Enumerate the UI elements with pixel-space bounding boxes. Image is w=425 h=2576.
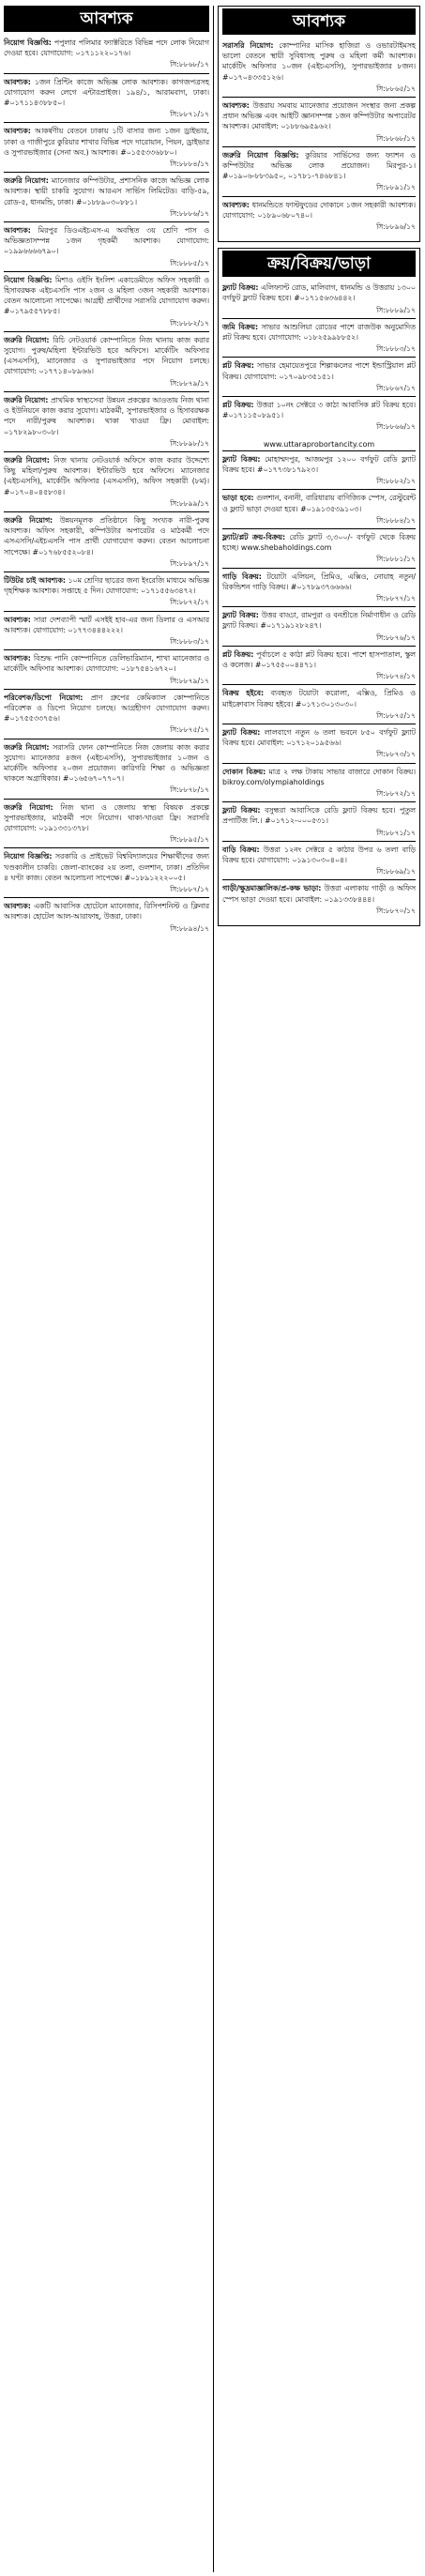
right-sale-box [218, 248, 420, 926]
ad-item [222, 610, 416, 647]
ad-item [4, 395, 209, 452]
ad-item [4, 575, 209, 612]
ad-code: সি:৮৮৬৭/১৭ [376, 383, 416, 392]
ad-item [222, 400, 416, 435]
ad-title: প্লট বিক্রয়: [222, 401, 254, 410]
ad-title: ভাড়া হবে: [222, 494, 254, 503]
ad-code: সি:৮৮৭২/১৭ [376, 788, 416, 798]
ad-title: ফ্ল্যাট বিক্রয়: [222, 611, 259, 620]
ad-code: সি:৮৮৭১/১৭ [376, 828, 416, 837]
ad-item [222, 200, 416, 236]
ad-item [4, 455, 209, 512]
left-section-header: আবশ্যক [4, 6, 209, 32]
ad-title: জরুরি নিয়োগ: [4, 176, 49, 186]
ad-code: সি:৮৮৭৭/১৭ [376, 593, 416, 602]
ad-title: গাড়ি বিক্রয়: [222, 572, 262, 581]
ad-body: আকর্ষণীয় বেতনে ঢাকায় ১টি বাসার জন্য ১জন ড্রাইভার, ঢাকা ও গাজীপুরে কুরিয়ার শাখার বিভিন্ন পদে দারোয়ান, পিয়ন, ড্রাইভার ও সুপারভাইজার (সেনা অব.) আবশ্যক। #০১৫৫৩৩৬৮৮০। [4, 127, 209, 157]
ad-item [4, 515, 209, 572]
ad-title: বাড়ি বিক্রয়: [222, 845, 260, 854]
ad-item [4, 175, 209, 222]
ad-title: গাড়ী/ক্ষুদ্রমাজ্ঞালিক/প্ৰ-কক্ষ ভাড়া: [222, 884, 322, 893]
ad-code: সি:৮৮৮৪/১৭ [376, 515, 416, 525]
ad-item [222, 572, 416, 608]
ad-body: পপুলার পলিমার ফ্যাক্টরিতে বিভিন্ন পদে লোক নিয়োগ দেওয়া হবে। যোগাযোগ: ০১৭১১২২০১৭৬। [4, 38, 209, 58]
ad-body: উত্তরা ১২নং সেক্টরে ৫ কাঠার উপর ৬ তলা বাড়ি বিক্রয় হবে। যোগাযোগ: ০১৯১৩০৩০৪০৪। [222, 845, 416, 864]
ad-body: ধানমন্ডিতে ফাস্টফুডের দোকানে ১জন সহকারী আবশ্যক। যোগাযোগ: ০১৮৯০৬৮০৭৪০। [222, 200, 416, 220]
ad-code: সি:৮৮৯৬/১৭ [376, 222, 416, 232]
ad-title: আবশ্যক: [222, 200, 250, 209]
ad-title: ফ্ল্যাট বিক্রয়: [222, 283, 259, 293]
ad-body: উন্নয়নমূলক প্রতিষ্ঠানে কিছু সংখ্যক নারী-পুরুষ আবশ্যক। অফিস সহকারী, কম্পিউটার অপারেটর ও মাঠকর্মী পদে এসএসসি/এইচএসসি পাস প্রার্থী যোগাযোগ করুন। বেতন আলোচনা সাপেক্ষে। #০১৭৬৮৫৫২০৮৪। [4, 515, 209, 556]
ad-title: আবশ্যক: [4, 615, 31, 624]
ad-code: সি:৮৮৭০/১৭ [376, 906, 416, 915]
ad-item [222, 282, 416, 319]
ad-item [4, 802, 209, 849]
ad-body: একটি আবাসিক হোটেলে ম্যানেজার, রিসিপশনিস্ট ও ক্লিনার আবশ্যক। হোটেল আল-আরাফাহ, উত্তরা, ঢাকা। [4, 902, 209, 922]
ad-title: আবশ্যক: [4, 654, 31, 663]
ad-code: সি:৮৮৮৩/১৭ [376, 344, 416, 354]
ad-item [4, 615, 209, 651]
right-sale-ads-list-2 [222, 454, 416, 919]
ad-code: সি:৮৮৬৯/১৭ [376, 867, 416, 876]
ad-item [222, 532, 416, 569]
ad-code: সি:৮৮৬৮/১৭ [376, 133, 416, 143]
ad-item [4, 77, 209, 124]
ad-item [4, 742, 209, 800]
ad-code: সি:৮৮৭৩/১৭ [376, 750, 416, 759]
ad-code: সি:৮৮৭৯/১৭ [170, 378, 209, 388]
ad-item [222, 767, 416, 803]
ad-title: টিউটর চাই আবশ্যক: [4, 575, 66, 585]
ad-code: সি:৮৮৮২/১৭ [170, 318, 209, 328]
ad-code: সি:৮৮৯১/১৭ [376, 183, 416, 192]
ad-code: সি:৮৮৭৯/১৭ [170, 676, 209, 685]
ad-code: সি:৮৮৮৩/১৭ [170, 636, 209, 646]
ad-body: সাভার আশুলিয়া রোডের পাশে রাজউক অনুমোদিত প্লট বিক্রয় হবে। যোগাযোগ: ০১৮২৫৯৯৮৮৫২। [222, 322, 416, 343]
ad-body: নিজ থানায় নেটওয়ার্ক অফিসে কাজ করার উদ্দেশ্যে কিছু মহিলা/পুরুষ আবশ্যক। ইন্টারভিউ হবে অফিসে। ম্যানেজার (এইচএসসি), মার্কেটিং অফিসার (এসএসসি), অফিস সহকারী (৮ম)। #০১৭০৪০৪৫৮৩৪। [4, 455, 209, 496]
ad-item [4, 126, 209, 173]
ad-code: সি:৮৮৮৬/১৭ [170, 208, 209, 218]
ad-code: সি:৮৮৭১/১৭ [170, 110, 209, 119]
ad-title: জরুরি নিয়োগ বিজ্ঞপ্তি: [222, 150, 299, 160]
ad-item [222, 40, 416, 98]
ad-title: জরুরি নিয়োগ: [4, 395, 49, 404]
ad-code: সি:৮৮৭৪/১৭ [376, 672, 416, 681]
ad-title: সরাসরি নিয়োগ: [222, 41, 274, 50]
ad-title: পরিবেশক/ডিপো নিয়োগ: [4, 693, 83, 702]
ad-body: লালবাগে নতুন ৬ তলা ভবনে ৮৫০ বর্গফুট ফ্ল্যাট বিক্রয় হবে। মোবাইল: ০১৭১২০১৯৫৬৬। [222, 727, 416, 748]
ad-code: সি:৮৮৭৮/১৭ [170, 785, 209, 795]
ad-code: সি:৮৮৭৫/১৭ [170, 725, 209, 735]
ad-item [4, 335, 209, 392]
ad-body: বসুন্ধরা আবাসিকে রেডি ফ্ল্যাট বিক্রয় হবে। পুতুল প্রপার্টিজ লি.। #০১৭১২-০০০৫৩১। [222, 806, 416, 826]
ad-title: জরুরি নিয়োগ: [4, 335, 50, 344]
ad-body: পূর্বাচলে ৫ কাঠা প্লট বিক্রয় হবে। পাশে হাসপাতাল, স্কুল ও কলেজ। #০১৭৫৫০০৪৪৭১। [222, 649, 416, 669]
ad-code: সি:৮৮৮১/১৭ [376, 555, 416, 564]
ad-title: ফ্ল্যাট বিক্রয়: [222, 454, 261, 464]
ad-item [222, 883, 416, 919]
ad-body: ১০ম শ্রেণির ছাত্রের জন্য ইংরেজি মাধ্যমে অভিজ্ঞ গৃহশিক্ষক আবশ্যক। সপ্তাহে ৫ দিন। যোগাযোগ: ০১৭১৫৫৬৩৪৭২। [4, 575, 209, 596]
ad-body: রিচি নেটওয়ার্ক কোম্পানিতে নিজ থানায় কাজ করার সুযোগ। পুরুষ/মহিলা ইন্টারভিউ হবে অফিসে। মার্কেটিং অফিসার (এসএসসি), ম্যানেজার ও সুপারভাইজার পদে নিয়োগ চলছে। যোগাযোগ: ০১৭৭১৪০৮৯৬৬। [4, 335, 210, 376]
ad-body: সারা দেশব্যাপী স্মার্ট এসইই হাব-এর জন্য ডিলার ও এসআর আবশ্যক। যোগাযোগ: ০১৭৭৩৪৪৪২২২। [4, 615, 209, 634]
ad-item [222, 649, 416, 686]
ad-item [222, 805, 416, 842]
right-column [218, 6, 420, 2572]
ad-item [222, 688, 416, 724]
left-ads-list [4, 38, 209, 937]
right-top-ads-list [222, 40, 416, 235]
ad-body: উত্তরা এলাকায় গাড়ী ও অফিস স্পেস ভাড়া দেওয়া হবে। মোবাইল: ০১৯১৩৩৮৪৪৪। [222, 884, 417, 904]
ad-title: ফ্ল্যাট বিক্রয়: [222, 806, 261, 815]
ad-body: কোম্পানির মাসিক হাজিরা ও ওভারটাইমসহ ভালো বেতনে স্থায়ী সুবিধাসহ পুরুষ ও মহিলা কর্মী আবশ্যক। মার্কেটিং অফিসার ১০জন (এইচএসসি), সুপারভাইজার ৮জন। #০১৭০৪৩৩৫১২৬। [222, 41, 417, 82]
ad-title: আবশ্যক: [4, 226, 31, 236]
ad-item [222, 727, 416, 764]
ad-body: সাভার হেমায়েতপুরে শিল্পাঞ্চলের পাশে ইন্ডাস্ট্রিয়াল প্লট বিক্রয়। যোগাযোগ: ০১৭০৯৮৩৫১৫১। [222, 361, 416, 381]
ad-title: আবশ্যক: [4, 902, 31, 911]
ad-body: উত্তর বাড্ডা, রামপুরা ও বনশ্রীতে নির্মাণাধীন ও রেডি ফ্ল্যাট বিক্রয়। #০১৭১৯১২৮২৪৭। [222, 611, 416, 631]
ad-body: উত্তরায় সমবায় ম্যানেজার প্রয়োজন সংস্থার জন্য প্রকল্প প্রধান অভিজ্ঞ এবং আইটি জ্ঞানসম্পন্ন ১জন কম্পিউটার অপারেটর আবশ্যক। মোবাইল: ০১৮৮৬৯৫৯৬২। [222, 101, 416, 131]
ad-item [4, 693, 209, 739]
ad-title: জরুরি নিয়োগ: [4, 515, 53, 525]
ad-body: মিশাও ওইসি ইংলিশ একাডেমীতে অফিস সহকারী ও হিসাবরক্ষক এইচএসসি পাস ২জন ও মহিলা ৩জন সহকারী আবশ্যক। বেতন আলোচনা সাপেক্ষে। আগ্রহী প্রার্থীদের সরাসরি যোগাযোগ করুন। #০১৭৯৫৫৭৮৮৫। [4, 275, 209, 316]
ad-item [4, 38, 209, 74]
ad-body: প্রাথমিক স্বাস্থ্যসেবা উন্নয়ন প্রকল্পের আওতায় নিজ থানা ও ইউনিয়নে কাজ করার সুযোগ। মাঠকর্মী, সুপারভাইজার ও হিসাবরক্ষক পদে নারী/পুরুষ আবশ্যক। থাকা খাওয়া ফ্রি। মোবাইল: ০১৭৮২৯৮০৩০৮। [4, 395, 210, 436]
ad-item [4, 275, 209, 332]
ad-item [4, 851, 209, 898]
ad-title: আবশ্যক: [4, 77, 31, 86]
ad-body: প্রাণ গ্রুপের কেমিক্যাল কোম্পানিতে পরিবেশক ও ডিপো নিয়োগ চলছে। আগ্রহীগণ যোগাযোগ করুন। #০১৭৫৫৩৩৭৫৬। [4, 693, 209, 724]
ad-code: সি:৮৮৬৬/১৭ [376, 422, 416, 432]
left-column [4, 6, 214, 2572]
ad-title: জরুরি নিয়োগ: [4, 742, 50, 752]
ad-code: সি:৮৮৭৫/১৭ [376, 710, 416, 720]
ad-body: গুলশান, বনানী, বারিধারায় বাণিজ্যিক স্পেস, রেস্টুরেন্ট ও ফ্ল্যাট ভাড়া দেওয়া হবে। #০১৯১৩৫৩৯১০৩। [222, 494, 416, 513]
ad-item [4, 225, 209, 272]
ad-code: সি:৮৮৮৭/১৭ [170, 885, 209, 894]
ad-code: সি:৮৮৮৫/১৭ [170, 258, 209, 267]
ad-body: ব্যবহৃত টয়োটা করোলা, এক্সিও, প্রিমিও ও মাইক্রোবাস বিক্রয় হইবে। #০১৭১৩০১৩০৩০। [222, 689, 417, 709]
right-top-box [218, 6, 420, 242]
ad-code: সি:৮৮৬৮/১৭ [170, 60, 209, 69]
ad-item [222, 845, 416, 881]
ad-code: সি:৮৮৯৫/১৭ [170, 835, 209, 845]
ad-title: প্লট বিক্রয়: [222, 361, 254, 371]
ad-body: এলিফ্যান্ট রোড, মালিবাগ, ধানমন্ডি ও উত্তরায় ১৩০০ বর্গফুট ফ্ল্যাট বিক্রয় হবে। #০১৭১৫৬৩৬৪৪২। [222, 283, 416, 303]
ad-item [222, 100, 416, 147]
ad-body: সরকারি ও প্রাইভেট বিশ্ববিদ্যালয়ের শিক্ষার্থীদের জন্য খণ্ডকালীন চাকরি। জেলা-ব্যাংকের ২য় তলা, গুলশান, ঢাকা। প্রতিদিন ৪ ঘণ্টা কাজ। বেতন আলোচনা সাপেক্ষে। #০১৮৯১২২২০০৫। [4, 852, 209, 882]
right-top-header: আবশ্যক [222, 8, 416, 35]
ad-body: ম্যানেজার কম্পিউটার, প্রশাসনিক কাজে অভিজ্ঞ লোক আবশ্যক। স্থায়ী চাকরি সুযোগ। আরএস সার্ভিস লিমিটেড। বাড়ি-৫৯, রোড-৫, ধানমন্ডি, ঢাকা। #০১৮৮৯০৩০৮৮১। [4, 176, 209, 206]
ad-title: নিয়োগ বিজ্ঞপ্তি: [4, 852, 53, 861]
ad-item [222, 150, 416, 197]
ad-item [222, 360, 416, 397]
ad-body: রেডি ফ্ল্যাট ৩,৩০০/- বর্গফুট থেকে বিক্রয় হচ্ছে। www.shebaholdings.com [222, 532, 417, 553]
ad-body: নিজ থানা ও জেলায় স্বাস্থ্য বিষয়ক প্রকল্পে সুপারভাইজার, মাঠকর্মী পদে নিয়োগ। থাকা-খাওয়া ফ্রি। সরাসরি যোগাযোগ: ০১৯১৩৩১৩৭৮। [4, 802, 209, 832]
ad-title: নিয়োগ বিজ্ঞপ্তি: [4, 275, 53, 284]
ad-body: টয়োটা এলিয়ন, প্রিমিও, এক্সিও, নোয়াহ নতুন/রিকন্ডিশন গাড়ি বিক্রয়। #০১৭৮৯৩৭৬৬৬৬। [222, 572, 416, 591]
ad-item [222, 493, 416, 529]
ad-title: বিক্রয় হইবে: [222, 689, 265, 698]
ad-title: আবশ্যক: [222, 101, 250, 111]
right-sale-header: ক্রয়/বিক্রয়/ভাড়া [222, 251, 416, 277]
ad-title: জরুরি নিয়োগ: [4, 455, 50, 465]
ad-body: মোহাম্মদপুর, আজমপুর ১২০০ বর্গফুট রেডি ফ্ল্যাট বিক্রয় হবে। #০১৭৭৩৮১৭৯২৩। [222, 454, 416, 474]
ad-code: সি:৮৮৮৪/১৭ [170, 160, 209, 169]
ad-body: ১জন প্রিন্টিং কাজে অভিজ্ঞ লোক আবশ্যক। কাগজপত্রসহ যোগাযোগ করুন লেগে এন্টারপ্রাইজ। ১৯৪/১, আরামবাগ, ঢাকা। #০১৭১১৪৩৮৮৫০। [4, 77, 209, 108]
ad-code: সি:৮৮৯৯/১৭ [170, 498, 209, 508]
ad-title: দোকান বিক্রয়: [222, 767, 266, 776]
ad-body: সরাসরি ফোন কোম্পানিতে নিজ জেলায় কাজ করার সুযোগ। ম্যানেজার ৪জন (এইচএসসি), সুপারভাইজার ১০জন ও মার্কেটিং অফিসার ২০জন প্রয়োজন। কারিগরি শিক্ষা ও অভিজ্ঞতা থাকলে অগ্রাধিকার। #০১৬৫৬৭০৭৭০৭। [4, 742, 209, 784]
website-url: www.uttaraprobortancity.com [222, 438, 416, 451]
ad-title: জরুরি নিয়োগ: [4, 802, 53, 812]
ad-body: মিরপুর ডিওএইচএস-এ অবস্থিত ৩য় শ্রেণি পাস ও অভিজ্ঞতাসম্পন্ন ১জন গৃহকর্মী আবশ্যক। যোগাযোগ: ০১৯৯৬৬৬৬৭৯০। [4, 226, 210, 256]
ad-code: সি:৮৮৮৯/১৭ [376, 305, 416, 314]
ad-title: নিয়োগ বিজ্ঞপ্তি: [4, 38, 52, 47]
ad-code: সি:৮৮৭৬/১৭ [376, 633, 416, 642]
ad-body: কুরিয়ার সার্ভিসের জন্য ফ্যাশন ও কম্পিউটার অভিজ্ঞ লোক প্রয়োজন। মিরপুর-১। #০১৯০৬-৮৮৩৯৫০, ০১৭৮১-৭৪৬৮৪১। [222, 150, 416, 181]
ad-code: সি:৮৮৯৪/১৭ [170, 923, 209, 933]
ad-body: বিশুদ্ধ পানি কোম্পানিতে ডেলিভারিম্যান, শাখা ম্যানেজার ও মার্কেটিং অফিসার আবশ্যক। যোগাযোগ: ০১৮৭৫৪১৬৭২০। [4, 654, 209, 674]
ad-body: মাত্র ২ লক্ষ টাকায় সাভার বাজারে দোকান বিক্রয়। bikroy.com/olympiaholdings [222, 767, 416, 786]
ad-title: আবশ্যক: [4, 127, 31, 136]
ad-code: সি:৮৮৬৫/১৭ [376, 84, 416, 93]
ad-title: প্লট বিক্রয়: [222, 649, 254, 659]
ad-item [222, 322, 416, 358]
ad-code: সি:৮৮৯৭/১৭ [170, 558, 209, 568]
ad-item [4, 901, 209, 937]
right-sale-ads-list [222, 282, 416, 434]
ad-code: সি:৮৮৯৮/১৭ [170, 438, 209, 448]
ad-title: জমি বিক্রয়: [222, 322, 259, 331]
ad-body: উত্তরা ১০নং সেক্টরে ৩ কাঠা আবাসিক প্লট বিক্রয় হবে। #০১৭১১৫০৮৯৫১। [222, 401, 417, 420]
ad-item [4, 653, 209, 690]
ad-title: ফ্ল্যাট বিক্রয়: [222, 727, 261, 737]
ad-title: ফ্ল্যাট/প্লট ক্রয়-বিক্রয়: [222, 532, 286, 541]
ad-item [222, 454, 416, 491]
ad-code: সি:৮৮৭২/১৭ [170, 598, 209, 607]
ad-code: সি:৮৮৮২/১৭ [376, 477, 416, 486]
